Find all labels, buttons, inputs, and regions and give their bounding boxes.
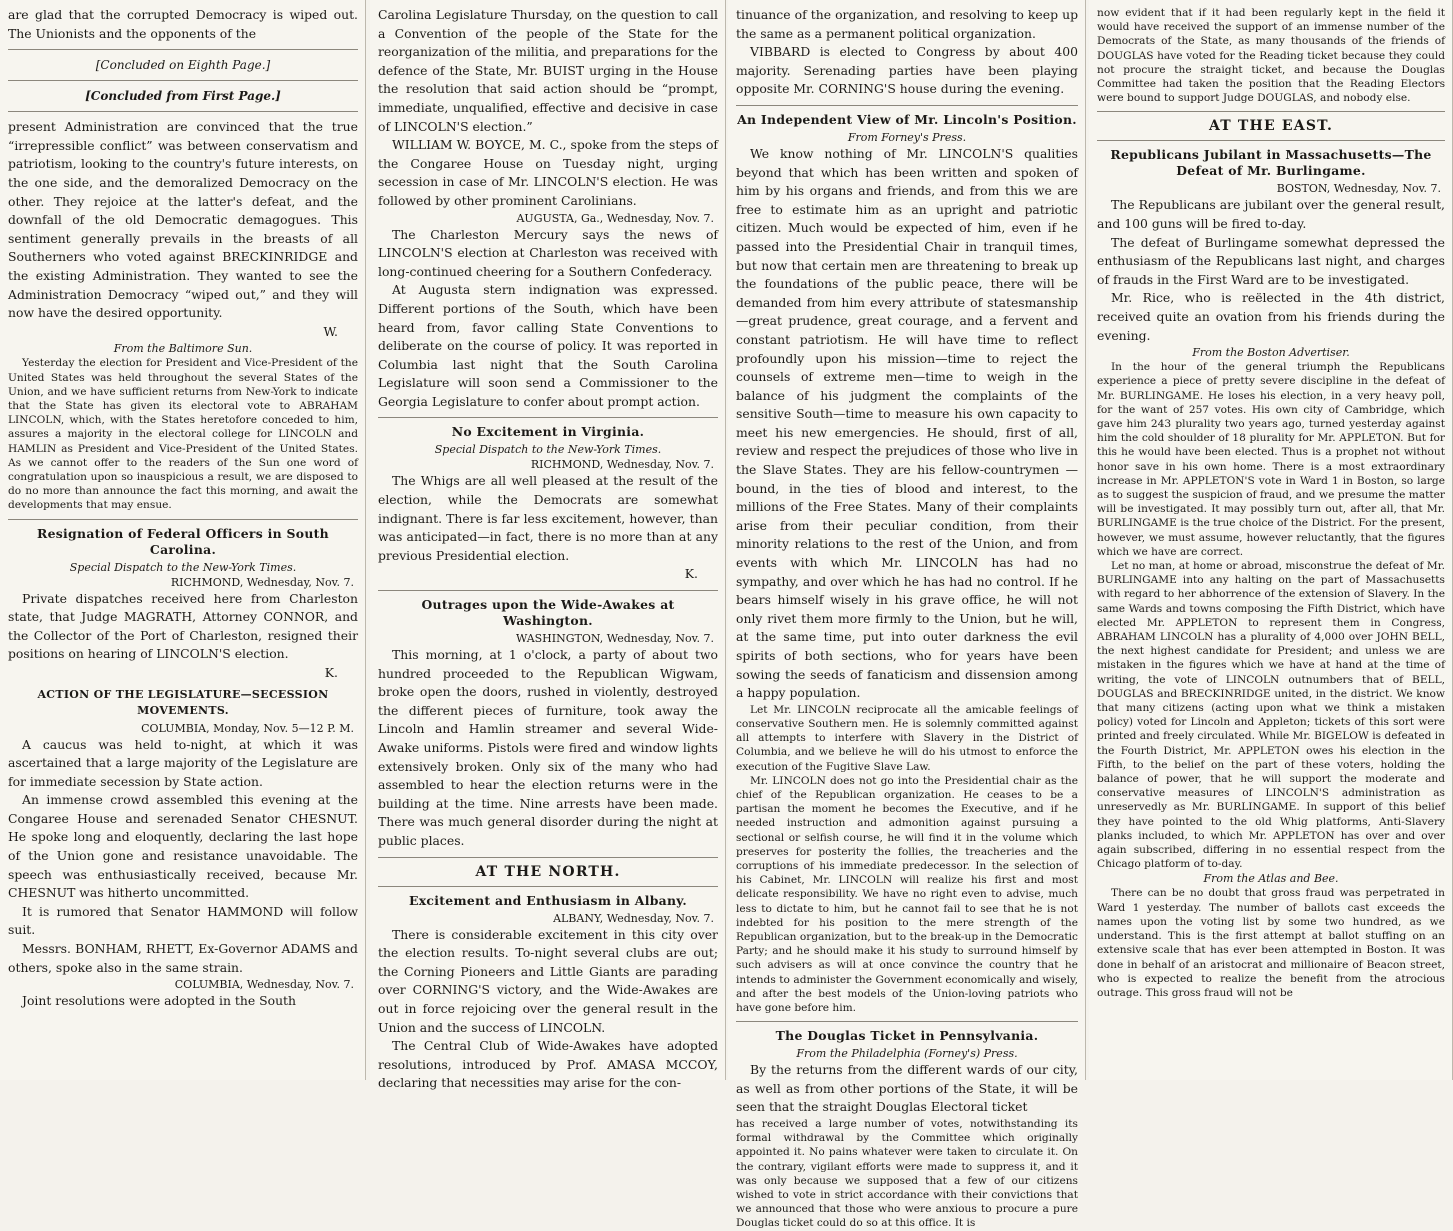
paragraph: WILLIAM W. BOYCE, M. C., spoke from the steps of the Congaree House on Tuesday night, urging secession in case of Mr. LINCOLN'S election. He was followed by other prominent Carolinians. xyxy=(378,137,718,208)
paragraph: Joint resolutions were adopted in the South xyxy=(22,993,297,1009)
divider xyxy=(378,417,718,418)
dateline: ALBANY, Wednesday, Nov. 7. xyxy=(553,911,714,925)
paragraph: It is rumored that Senator HAMMOND will follow suit. xyxy=(8,903,358,938)
dateline: COLUMBIA, Wednesday, Nov. 7. xyxy=(174,978,354,992)
source-line: From the Philadelphia (Forney's) Press. xyxy=(796,1047,1018,1061)
small-type-block xyxy=(736,1117,1078,1231)
column-1 xyxy=(0,0,366,1080)
source-line: From Forney's Press. xyxy=(847,130,967,144)
paragraph: Carolina Legislature Thursday, on the question to call a Convention of the people of the State for the reorganization of the militia, and preparations for the defence of the State, Mr. BUIST urging in the House the resolution that said action should be “prompt, immediate, unqualified, effective and decisive in case of LINCOLN'S election.” xyxy=(378,7,718,134)
paragraph: The Whigs are all well pleased at the result of the election, while the Democrats are somewhat indignant. There is far less excitement, however, than was anticipated—in fact, there is no more than at any previous Presidential election. xyxy=(378,473,718,563)
source-line: From the Boston Advertiser. xyxy=(1192,346,1350,360)
paragraph: tinuance of the organization, and resolving to keep up the same as a permanent political organization. xyxy=(736,7,1078,41)
small-type-block xyxy=(736,703,1078,1015)
paragraph: In the hour of the general triumph the Republicans experience a piece of pretty severe discipline in the defeat of Mr. BURLINGAME. He loses his election, in a very heavy poll, for the want of 257 votes. His own city of Cambridge, which gave him 243 plurality two years ago, turned yesterday against him the cold shoulder of 18 plurality for Mr. APPLETON. But for this he would have been elected. Thus is a prophet not without honor save in his own home. There is a most extraordinary increase in Mr. APPLETON'S vote in Ward 1 in Boston, so large as to suggest the suspicion of fraud, and we presume the matter will be investigated. It may possibly turn out, after all, that Mr. BURLINGAME is the true choice of the District. For the present, however, we must assume, however reluctantly, that the figures which we have are correct. xyxy=(1097,361,1445,558)
small-type-block xyxy=(1097,6,1445,105)
paragraph: Let no man, at home or abroad, misconstrue the defeat of Mr. BURLINGAME into any halting on the part of Massachusetts with regard to her abhorrence of the extension of Slavery. In the same Wards and towns composing the Fifth District, which have elected Mr. APPLETON to represent them in Congress, ABRAHAM LINCOLN has a plurality of 4,000 over JOHN BELL, the next highest candidate for President; and unless we are mistaken in the figures which we have at hand at the time of writing, the vote of LINCOLN outnumbers that of BELL, DOUGLAS and BRECKINRIDGE united, in the district. We know that many citizens (acting upon what we think a mistaken policy) voted for Lincoln and Appleton; tickets of this sort were printed and freely circulated. While Mr. BIGELOW is defeated in the Fourth District, Mr. APPLETON owes his election in the Fifth, to the belief on the part of these voters, holding the balance of power, that he will support the moderate and conservative measures of LINCOLN'S administration as unreservedly as Mr. BURLINGAME. In support of this belief they have pointed to the old Whig platforms, Anti-Slavery planks included, to which Mr. APPLETON has over and over again subscribed, differing in no essential respect from the Chicago platform of to-day. xyxy=(1097,560,1445,871)
source-line: Special Dispatch to the New-York Times. xyxy=(69,560,297,574)
divider xyxy=(378,886,718,887)
article-headline: Republicans Jubilant in Massachusetts—The Defeat of Mr. Burlingame. xyxy=(1110,147,1432,179)
paragraph: Messrs. BONHAM, RHETT, Ex-Governor ADAMS and others, spoke also in the same strain. xyxy=(8,941,358,975)
paragraph: Mr. Rice, who is reëlected in the 4th district, received quite an ovation from his friends during the evening. xyxy=(1097,290,1445,343)
article-headline: The Douglas Ticket in Pennsylvania. xyxy=(775,1028,1039,1044)
small-type-block xyxy=(1097,360,1445,871)
paragraph: Let Mr. LINCOLN reciprocate all the amicable feelings of conservative Southern men. He is solemnly committed against all attempts to interfere with Slavery in the District of Columbia, and we believe he will do his utmost to enforce the execution of the Fugitive Slave Law. xyxy=(736,703,1078,773)
source-line: From the Atlas and Bee. xyxy=(1203,872,1339,886)
paragraph: has received a large number of votes, notwithstanding its formal withdrawal by the Committee which originally appointed it. No pains whatever were taken to circulate it. On the contrary, vigilant efforts were made to suppress it, and it was only because we supposed that a few of our citizens wished to vote in strict accordance with their convictions that we announced that those who were anxious to procure a pure Douglas ticket could do so at this office. It is xyxy=(736,1118,1078,1230)
paragraph: There is considerable excitement in this city over the election results. To-night several clubs are out; the Corning Pioneers and Little Giants are parading over CORNING'S victory, and the Wide-Awakes are out in force rejoicing over the general result in the Union and the success of LINCOLN. xyxy=(378,926,718,1035)
article-headline: An Independent View of Mr. Lincoln's Position. xyxy=(737,111,1077,127)
dateline: AUGUSTA, Ga., Wednesday, Nov. 7. xyxy=(516,211,714,225)
article-headline: Resignation of Federal Officers in South Carolina. xyxy=(36,525,329,557)
article-headline: Outrages upon the Wide-Awakes at Washington. xyxy=(421,597,675,629)
column-3 xyxy=(728,0,1086,1230)
paragraph: The Central Club of Wide-Awakes have adopted resolutions, introduced by Prof. AMASA MCCOY, declaring that necessities may arise for the con- xyxy=(378,1038,718,1091)
paragraph: Private dispatches received here from Charleston state, that Judge MAGRATH, Attorney CONNOR, and the Collector of the Port of Charleston, resigned their positions on hearing of LINCOLN'S election. xyxy=(8,590,358,662)
continuation-note: [Concluded on Eighth Page.] xyxy=(95,58,271,73)
paragraph: now evident that if it had been regularly kept in the field it would have received the support of an immense number of the Democrats of the State, as many thousands of the friends of DOUGLAS have voted for the Reading ticket because they could not procure the straight ticket, and because the Douglas Committee had taken the position that the Reading Electors were bound to support Judge DOUGLAS, and nobody else. xyxy=(1097,7,1445,105)
paragraph: The Charleston Mercury says the news of LINCOLN'S election at Charleston was received with long-continued cheering for a Southern Confederacy. xyxy=(378,226,718,279)
article-headline: No Excitement in Virginia. xyxy=(451,424,645,440)
signature: K. xyxy=(684,566,698,582)
dateline: COLUMBIA, Monday, Nov. 5—12 P. M. xyxy=(141,721,354,735)
paragraph: Mr. LINCOLN does not go into the Presidential chair as the chief of the Republican organization. He ceases to be a partisan the moment he becomes the Executive, and if he needed instruction and admonition against pursuing a sectional or selfish course, he will find it in the volume which preserves for posterity the follies, the treacheries and the corruptions of his immediate predecessor. In the selection of his Cabinet, Mr. LINCOLN will realize his first and most delicate responsibility. We have no right even to advise, much less to dictate to him, but he cannot fail to see that he is not indebted for his position to the mere strength of the Republican organization, but to the break-up in the Democratic Party; and he should make it his study to surround himself by such advisers as will at once convince the country that he intends to administer the Government economically and wisely, and after the best models of the Union-loving patriots who have gone before him. xyxy=(736,774,1078,1015)
signature: K. xyxy=(324,664,338,680)
column-2 xyxy=(370,0,726,1091)
section-headline: AT THE EAST. xyxy=(1208,118,1334,135)
paragraph: By the returns from the different wards of our city, as well as from other portions of the State, it will be seen that the straight Douglas Electoral ticket xyxy=(736,1062,1078,1115)
paragraph: This morning, at 1 o'clock, a party of about two hundred proceeded to the Republican Wigwam, broke open the doors, rushed in violently, destroyed the different pieces of furniture, took away the Lincoln and Hamlin streamer and several Wide-Awake uniforms. Pistols were fired and window lights extensively broken. Only six of the many who had assembled to hear the election returns were in the building at the time. Nine arrests have been made. There was much general disorder during the night at public places. xyxy=(378,647,718,848)
divider xyxy=(736,1021,1078,1022)
section-subhead: ACTION OF THE LEGISLATURE—SECESSION MOVEMENTS. xyxy=(37,687,329,717)
paragraph: are glad that the corrupted Democracy is wiped out. The Unionists and the opponents of the xyxy=(8,7,358,41)
dateline: BOSTON, Wednesday, Nov. 7. xyxy=(1276,182,1441,196)
source-line: Special Dispatch to the New-York Times. xyxy=(434,443,662,457)
dateline: RICHMOND, Wednesday, Nov. 7. xyxy=(170,575,354,589)
divider xyxy=(8,49,358,50)
article-headline: Excitement and Enthusiasm in Albany. xyxy=(409,892,687,908)
paragraph: present Administration are convinced that the true “irrepressible conflict” was between conservatism and patriotism, looking to the country's future interests, on the one side, and the demoralized Democracy on the other. They rejoice at the latter's defeat, and the downfall of the old Democratic demagogues. This sentiment generally prevails in the breasts of all Southerners who voted against BRECKINRIDGE and the existing Administration. They wanted to see the Administration Democracy “wiped out,” and they will now have the desired opportunity. xyxy=(8,119,358,321)
paragraph: A caucus was held to-night, at which it was ascertained that a large majority of the Legislature are for immediate secession by State action. xyxy=(8,736,358,789)
paragraph: At Augusta stern indignation was expressed. Different portions of the South, which have been heard from, favor calling State Conventions to deliberate on the course of policy. It was reported in Columbia last night that the South Carolina Legislature will soon send a Commissioner to the Georgia Legislature to confer about prompt action. xyxy=(378,282,718,409)
divider xyxy=(378,857,718,858)
source-line: From the Baltimore Sun. xyxy=(113,342,253,356)
dateline: WASHINGTON, Wednesday, Nov. 7. xyxy=(515,632,714,646)
section-headline: AT THE NORTH. xyxy=(475,863,621,880)
paragraph: VIBBARD is elected to Congress by about 400 majority. Serenading parties have been playing opposite Mr. CORNING'S house during the evening. xyxy=(736,44,1078,97)
divider xyxy=(736,105,1078,106)
dateline: RICHMOND, Wednesday, Nov. 7. xyxy=(530,458,714,472)
divider xyxy=(1097,140,1445,141)
paragraph: An immense crowd assembled this evening at the Congaree House and serenaded Senator CHESNUT. He spoke long and eloquently, declaring the last hope of the Union gone and resistance unavoidable. The speech was enthusiastically received, because Mr. CHESNUT was hitherto uncommitted. xyxy=(8,792,358,901)
paragraph: The defeat of Burlingame somewhat depressed the enthusiasm of the Republicans last night, and charges of frauds in the First Ward are to be investigated. xyxy=(1097,234,1445,287)
paragraph: The Republicans are jubilant over the general result, and 100 guns will be fired to-day. xyxy=(1097,197,1445,232)
divider xyxy=(8,519,358,520)
divider xyxy=(1097,111,1445,112)
divider xyxy=(378,590,718,591)
divider xyxy=(8,80,358,81)
small-type-block xyxy=(1097,886,1445,1000)
continuation-note: [Concluded from First Page.] xyxy=(85,89,281,104)
divider xyxy=(8,111,358,112)
paragraph: Yesterday the election for President and Vice-President of the United States was held throughout the several States of the Union, and we have sufficient returns from New-York to indicate that the State has given its electoral vote to ABRAHAM LINCOLN, which, with the States heretofore conceded to him, assures a majority in the electoral college for LINCOLN and HAMLIN as President and Vice-President of the United States. As we cannot offer to the readers of the Sun one word of congratulation upon so inauspicious a result, we are disposed to do no more than announce the fact this morning, and await the developments that may ensue. xyxy=(8,357,358,512)
paragraph: There can be no doubt that gross fraud was perpetrated in Ward 1 yesterday. The number of ballots cast exceeds the names upon the voting list by some two hundred, as we understand. This is the first attempt at ballot stuffing on an extensive scale that has ever been attempted in Boston. It was done in behalf of an aristocrat and millionaire of Beacon street, who is expected to realize the benefit from the atrocious outrage. This gross fraud will not be xyxy=(1097,887,1445,999)
small-type-block xyxy=(8,356,358,512)
column-4 xyxy=(1089,0,1453,1080)
paragraph: We know nothing of Mr. LINCOLN'S qualities beyond that which has been written and spoken of him by his organs and friends, and from this we are free to estimate him as an upright and patriotic citizen. Much would be expected of him, even if he passed into the Presidential Chair in tranquil times, but now that certain men are threatening to break up the foundations of the public peace, there will be demanded from him every attribute of statesmanship—great prudence, great courage, and a fervent and constant patriotism. He will have time to reflect profoundly upon his mission—time to reject the counsels of extreme men—time to weigh in the balance of his judgment the complaints of the sensitive South—time to measure his own capacity to meet his new emergencies. He should, first of all, review and respect the prejudices of those who live in the Slave States. They are his fellow-countrymen —bound, in the ties of blood and interest, to the millions of the Free States. Many of their complaints arise from their peculiar condition, from their minority relations to the rest of the Union, and from events with which Mr. LINCOLN has had no sympathy, and over which he has had no control. If he bears himself wisely in his grave office, he will not only rivet them more firmly to the Union, but he will, at the same time, put into outer darkness the evil spirits of both sections, who for years have been sowing the seeds of fanaticism and dissension among a happy population. xyxy=(736,145,1078,701)
signature: W. xyxy=(323,323,338,339)
